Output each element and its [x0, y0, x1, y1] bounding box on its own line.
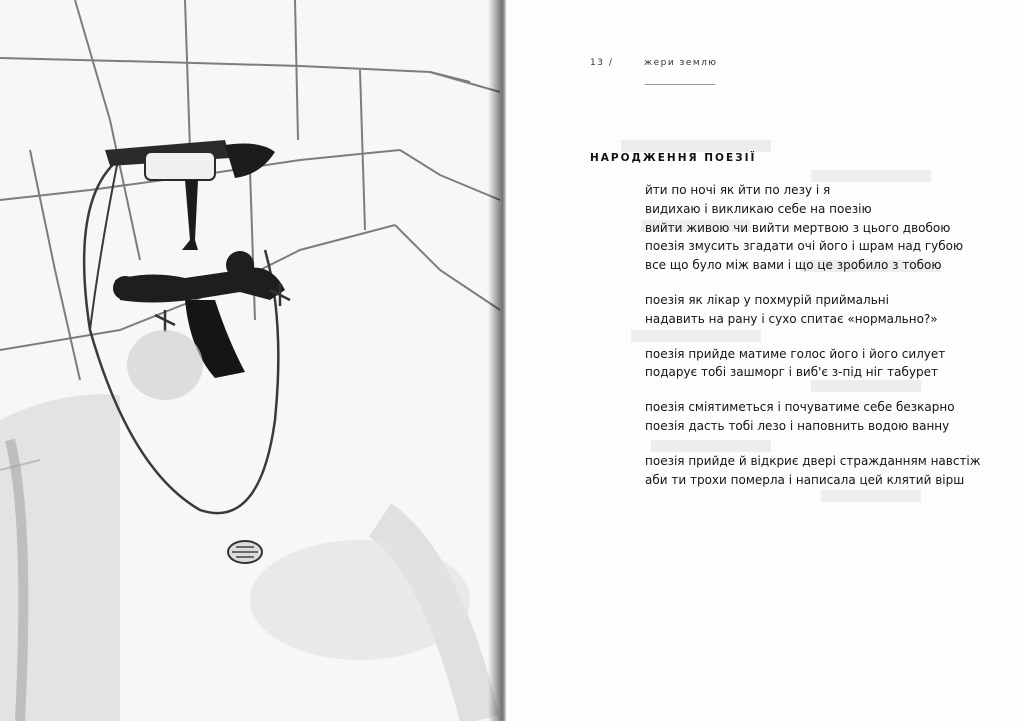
poem-line: поезія сміятиметься і почуватиме себе безкарно [645, 400, 955, 415]
poem-line: поезія змусить згадати очі його і шрам над губою [645, 239, 964, 254]
poem-stanza [645, 291, 1015, 329]
poem-body [645, 181, 1015, 505]
poem-stanza [645, 452, 1015, 490]
poem-title: НАРОДЖЕННЯ ПОЕЗІЇ [590, 152, 757, 164]
bathtub-with-faucet-illustration [0, 0, 506, 721]
poem-line: видихаю і викликаю себе на поезію [645, 201, 872, 216]
poem-line: поезія прийде й відкриє двері стражданням навстіж [645, 453, 981, 468]
poem-stanza [645, 181, 1015, 275]
running-header [590, 58, 718, 68]
poem-line: аби ти трохи померла і написала цей клятий вірш [645, 472, 965, 487]
poem-line: йти по ночі як йти по лезу і я [645, 183, 831, 197]
poem-stanza [645, 345, 1015, 383]
poem-line: поезія прийде матиме голос його і його силует [645, 346, 946, 361]
poem-stanza [645, 398, 1015, 436]
book-title: жери землю [644, 58, 718, 68]
poem-line: поезія як лікар у похмурій приймальні [645, 292, 889, 307]
poem-line: надавить на рану і сухо спитає «нормально?» [645, 311, 938, 326]
text-page [506, 0, 1024, 721]
poem-line: вийти живою чи вийти мертвою з цього двобою [645, 220, 951, 235]
page-number: 13 / [590, 58, 614, 68]
header-rule [645, 84, 715, 85]
poem-line: все що було між вами і що це зробило з тобою [645, 258, 942, 273]
poem-line: поезія дасть тобі лезо і наповнить водою ванну [645, 418, 950, 433]
illustration-page [0, 0, 506, 721]
poem-line: подарує тобі зашморг і виб'є з-під ніг табурет [645, 365, 938, 380]
